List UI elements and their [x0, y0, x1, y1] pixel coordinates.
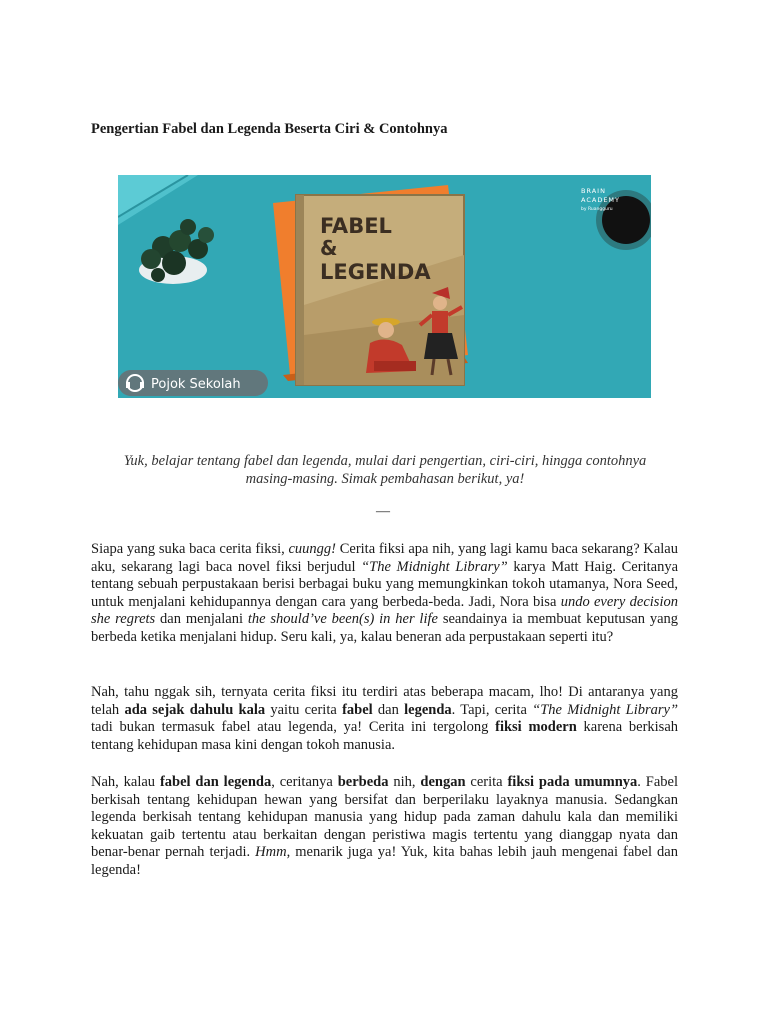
- hero-image: [118, 175, 651, 398]
- page-title: Pengertian Fabel dan Legenda Beserta Ciri & Contohnya: [91, 121, 448, 137]
- book-title-line3: LEGENDA: [320, 260, 431, 284]
- brand-line3: by Ruangguru: [581, 207, 613, 212]
- book-title-line1: FABEL: [320, 214, 392, 238]
- brand-line2: ACADEMY: [581, 196, 621, 204]
- brand-line1: BRAIN: [581, 187, 606, 195]
- separator-dash: —: [376, 504, 390, 519]
- badge-text: Pojok Sekolah: [151, 377, 241, 392]
- paragraph-2: Nah, tahu nggak sih, ternyata cerita fiksi itu terdiri atas beberapa macam, lho! Di antaranya yang telah ada sejak dahulu kala yaitu cerita fabel dan legenda. Tapi, cerita “The Midnight Library” tadi bukan termasuk fabel atau legenda, ya! Cerita ini tergolong fiksi modern karena berkisah tentang kehidupan masa kini dengan tokoh manusia.: [91, 684, 679, 753]
- paragraph-3: Nah, kalau fabel dan legenda, ceritanya berbeda nih, dengan cerita fiksi pada umumnya. Fabel berkisah tentang kehidupan hewan yang bersifat dan berperilaku layaknya manusia. Sedangkan legenda berkisah tentang kehidupan manusia yang hidup pada zaman dahulu kala dan memiliki kekuatan gaib tertentu atau berkaitan dengan peristiwa magis tertentu yang dianggap nyata dan benar-benar pernah terjadi. Hmm, menarik juga ya! Yuk, kita bahas lebih jauh mengenai fabel dan legenda!: [91, 774, 679, 878]
- image-caption: Yuk, belajar tentang fabel dan legenda, mulai dari pengertian, ciri-ciri, hingga contohnya masing-masing. Simak pembahasan berikut, ya!: [123, 453, 647, 487]
- paragraph-1: Siapa yang suka baca cerita fiksi, cuungg! Cerita fiksi apa nih, yang lagi kamu baca sekarang? Kalau aku, sekarang lagi baca novel fiksi berjudul “The Midnight Library” karya Matt Haig. Ceritanya tentang sebuah perpustakaan berisi berbagai buku yang memungkinkan tokoh utamanya, Nora Seed, untuk menjalani kehidupannya dengan cara yang berbeda-beda. Jadi, Nora bisa undo every decision she regrets dan menjalani the should’ve been(s) in her life seandainya ia membuat keputusan yang berbeda ketika menjalani hidup. Seru kali, ya, kalau beneran ada perpustakaan seperti itu?: [91, 541, 679, 645]
- book-title-line2: &: [320, 236, 338, 260]
